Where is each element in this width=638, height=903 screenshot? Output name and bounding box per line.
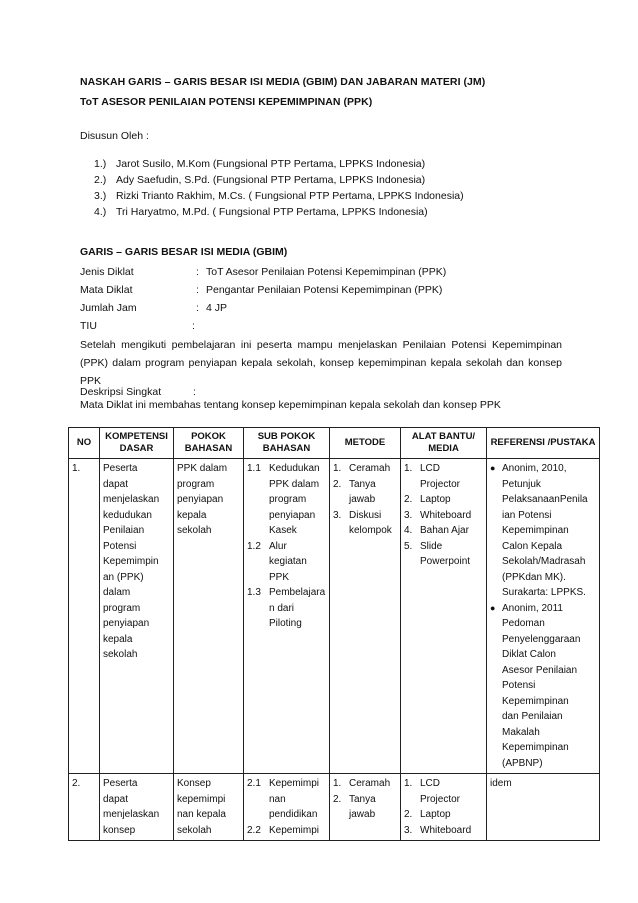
cell-line: kepemimpi [177,793,226,805]
cell-line: Asesor Penilaian [502,664,578,676]
cell-line: nan [269,793,286,805]
cell-line: (PPKdan MK). [502,571,566,583]
cell-line: sekolah [177,525,212,536]
cell-line: program [177,478,215,490]
bullet-icon: ● [490,463,496,473]
cell-list-item [404,461,483,492]
cell-line: dan Penilaian [502,711,563,722]
cell-line: Ceramah [349,778,391,789]
cell-line: Laptop [420,494,451,505]
info-colon: : [192,320,195,332]
cell-list-item [490,601,596,772]
author-item [94,188,464,204]
table-body [69,459,600,841]
document-title-line1: NASKAH GARIS – GARIS BESAR ISI MEDIA (GBIM) DAN JABARAN MATERI (JM) [80,76,486,88]
cell-line: Ceramah [349,463,391,474]
cell-list-item [404,508,483,524]
cell-list-item [404,523,483,539]
item-number: 1. [404,463,413,474]
cell-list [490,461,596,771]
cell-line: Pembelajara [269,587,326,598]
item-number: 5. [404,540,413,552]
cell-list [404,776,483,838]
info-colon: : [196,266,199,278]
header-sub-pokok: SUB POKOK BAHASAN [244,428,330,459]
cell-line: Anonim, 2010, [502,463,567,474]
table-row [69,774,600,841]
cell-line: Anonim, 2011 [502,602,563,614]
cell-list-item [404,492,483,508]
table-cell [401,459,487,774]
cell-line: Penilaian [103,525,145,536]
info-label: TIU [80,320,97,332]
cell-line: Penyelenggaraan [502,633,581,645]
cell-line: kedudukan [103,509,152,521]
info-label: Mata Diklat [80,284,133,296]
table-cell [401,774,487,841]
cell-line: nan kepala [177,809,226,820]
cell-line: jawab [349,809,376,820]
table-cell [100,774,174,841]
cell-line: program [269,494,307,505]
info-value: Pengantar Penilaian Potensi Kepemimpinan (PPK) [206,284,443,296]
cell-line: dapat [103,478,129,490]
document-title-line2: ToT ASESOR PENILAIAN POTENSI KEPEMIMPINAN (PPK) [80,96,373,108]
item-number: 1.2 [247,540,261,552]
cell-line: PPK dalam [177,463,228,474]
cell-line: n dari [269,602,295,614]
info-label: Deskripsi Singkat [80,386,162,398]
table-cell [330,459,401,774]
cell-line: program [103,602,141,614]
header-no: NO [69,428,100,459]
cell-line: Potensi [502,680,536,691]
cell-line: dapat [103,793,129,805]
item-number: 2. [404,809,413,820]
table-cell: idem [487,774,600,841]
cell-list [247,776,326,838]
cell-list-item [333,776,397,792]
cell-line: Calon Kepala [502,540,563,552]
cell-line: Powerpoint [420,556,471,567]
cell-line: PPK [269,571,290,583]
info-colon: : [196,302,199,314]
cell-line: Kepemimpin [103,556,159,567]
cell-line: Konsep [177,778,211,789]
header-metode: METODE [330,428,401,459]
item-number: 3. [404,509,413,521]
gbim-heading: GARIS – GARIS BESAR ISI MEDIA (GBIM) [80,246,288,258]
item-number: 1.3 [247,587,261,598]
item-number: 1. [333,778,342,789]
cell-line: penyiapan [103,618,150,629]
cell-line: Sekolah/Madrasah [502,556,586,567]
cell-line: Tanya [349,793,376,805]
header-pokok: POKOK BAHASAN [174,428,244,459]
author-item [94,204,464,220]
cell-line: Bahan Ajar [420,525,469,536]
table-cell [174,459,244,774]
table-cell [244,774,330,841]
cell-line: pendidikan [269,809,318,820]
description-text: Mata Diklat ini membahas tentang konsep kepemimpinan kepala sekolah dan konsep PPK [80,399,501,411]
cell-line: Piloting [269,618,302,629]
cell-line: Kepemimpinan [502,525,569,536]
cell-line: menjelaskan [103,809,160,820]
cell-line: Whiteboard [420,509,472,521]
table-cell [100,459,174,774]
cell-line: konsep [103,824,136,836]
cell-line: Diskusi [349,509,382,521]
cell-list-item [404,539,483,570]
authors-label: Disusun Oleh : [80,130,149,142]
cell-list-item [333,792,397,823]
table-header-row [69,428,600,459]
cell-line: dalam [103,587,131,598]
gbim-table [68,427,600,841]
info-value: ToT Asesor Penilaian Potensi Kepemimpinan (PPK) [206,266,447,278]
author-text: Ady Saefudin, S.Pd. (Fungsional PTP Pertama, LPPKS Indonesia) [116,174,426,186]
item-number: 1. [404,778,413,789]
cell-line: Peserta [103,778,138,789]
cell-line: penyiapan [269,509,316,521]
cell-list [333,461,397,539]
cell-list-item [490,461,596,601]
cell-line: kepala [103,633,133,645]
cell-list-item [333,477,397,508]
cell-line: sekolah [177,824,212,836]
item-number: 4. [404,525,413,536]
cell-list [404,461,483,570]
item-number: 2.2 [247,824,261,836]
author-number: 4.) [94,206,107,218]
author-number: 1.) [94,158,107,170]
cell-line: Alur [269,540,287,552]
bullet-icon: ● [490,602,496,613]
table-cell [244,459,330,774]
header-alat: ALAT BANTU/ MEDIA [401,428,487,459]
table-cell [174,774,244,841]
table-cell [330,774,401,841]
cell-line: PPK dalam [269,478,320,490]
cell-line: Kedudukan [269,463,320,474]
cell-list-item [247,585,326,632]
table-cell: 1. [69,459,100,774]
cell-line: menjelaskan [103,494,160,505]
info-row-mata-diklat [80,282,442,298]
author-number: 2.) [94,174,107,186]
item-number: 1. [333,463,342,474]
cell-line: Petunjuk [502,478,541,490]
cell-line: Makalah [502,726,540,738]
cell-line: kepala [177,509,207,521]
header-referensi: REFERENSI /PUSTAKA [487,428,600,459]
item-number: 3. [404,824,413,836]
cell-line: Kepemimpinan [502,742,569,753]
cell-line: kelompok [349,525,392,536]
cell-line: Projector [420,793,461,805]
authors-list [94,156,464,220]
info-label: Jumlah Jam [80,302,137,314]
cell-list-item [404,807,483,823]
cell-line: Peserta [103,463,138,474]
cell-line: LCD [420,463,441,474]
cell-line: Kepemimpi [269,824,320,836]
cell-line: LCD [420,778,441,789]
item-number: 2.1 [247,778,261,789]
cell-line: ian Potensi [502,509,552,521]
tiu-text: Setelah mengikuti pembelajaran ini peserta mampu menjelaskan Penilaian Potensi Kepemimpinan (PPK) dalam program penyiapan kepala sekolah, konsep kepemimpinan kepala sekolah dan konsep PPK [80,339,562,387]
cell-line: an (PPK) [103,571,144,583]
author-text: Jarot Susilo, M.Kom (Fungsional PTP Pertama, LPPKS Indonesia) [116,158,426,170]
cell-list [333,776,397,823]
cell-line: Projector [420,478,461,490]
info-row-deskripsi [80,384,203,400]
cell-line: Whiteboard [420,824,472,836]
cell-line: PelaksanaanPenila [502,494,588,505]
cell-line: Surakarta: LPPKS. [502,587,586,598]
cell-list [247,461,326,632]
cell-line: Potensi [103,540,137,552]
table-cell [487,459,600,774]
info-row-jumlah-jam [80,300,227,316]
info-row-tiu [80,318,202,334]
cell-line: penyiapan [177,494,224,505]
author-number: 3.) [94,190,107,202]
item-number: 3. [333,509,342,521]
cell-list-item [404,776,483,807]
cell-list-item [333,461,397,477]
cell-list-item [404,823,483,839]
cell-list-item [247,776,326,823]
cell-line: Tanya [349,478,376,490]
cell-list-item [333,508,397,539]
item-number: 1.1 [247,463,261,474]
cell-line: Kepemimpinan [502,695,569,707]
info-row-jenis-diklat [80,264,446,280]
info-colon: : [193,386,196,398]
info-label: Jenis Diklat [80,266,134,278]
item-number: 2. [333,793,342,805]
table-cell: 2. [69,774,100,841]
cell-list-item [247,823,326,839]
item-number: 2. [404,494,413,505]
header-kompetensi: KOMPETENSI DASAR [100,428,174,459]
info-colon: : [196,284,199,296]
author-text: Tri Haryatmo, M.Pd. ( Fungsional PTP Pertama, LPPKS Indonesia) [116,206,428,218]
cell-line: Laptop [420,809,451,820]
author-item [94,156,464,172]
cell-line: (APBNP) [502,757,543,769]
table-row [69,459,600,774]
cell-line: kegiatan [269,556,307,567]
author-text: Rizki Trianto Rakhim, M.Cs. ( Fungsional PTP Pertama, LPPKS Indonesia) [116,190,464,202]
author-item [94,172,464,188]
cell-line: Kepemimpi [269,778,320,789]
cell-line: Diklat Calon [502,649,556,660]
cell-list-item [247,461,326,539]
info-value: 4 JP [206,302,228,314]
item-number: 2. [333,478,342,490]
cell-line: Pedoman [502,618,545,629]
cell-line: sekolah [103,649,138,660]
cell-line: jawab [349,494,376,505]
cell-line: Kasek [269,525,297,536]
cell-line: Slide [420,540,443,552]
cell-list-item [247,539,326,586]
